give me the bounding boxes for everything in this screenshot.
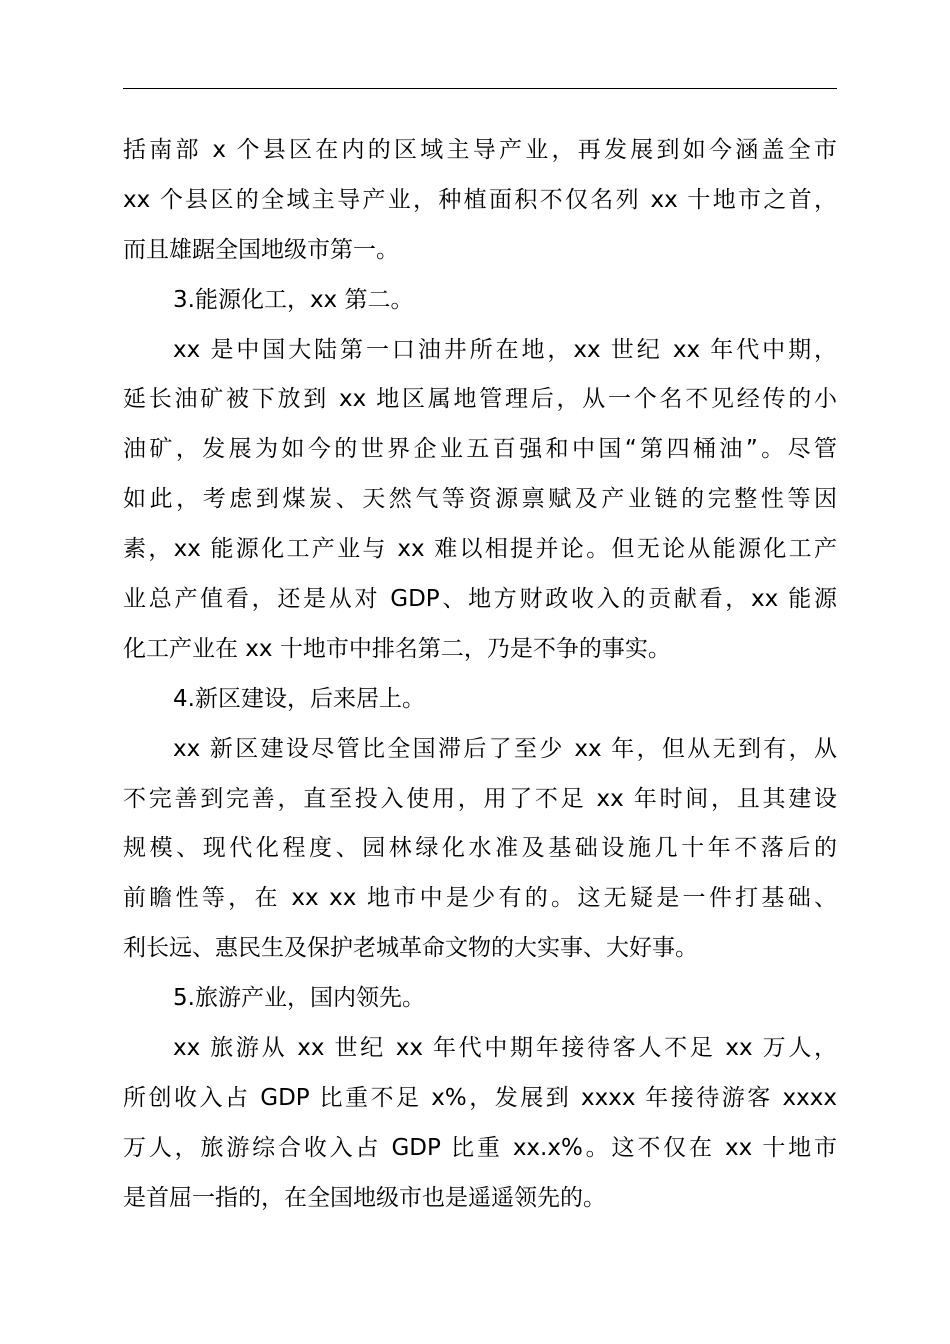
section-heading-energy: 3.能源化工，xx 第二。 <box>173 286 414 313</box>
header-rule <box>123 88 837 89</box>
text-line: 业总产值看，还是从对 GDP、地方财政收入的贡献看，xx 能源 <box>123 586 837 613</box>
text-line: 化工产业在 xx 十地市中排名第二，乃是不争的事实。 <box>123 635 671 662</box>
section-heading-tourism: 5.旅游产业，国内领先。 <box>173 985 425 1012</box>
text-line: 万人，旅游综合收入占 GDP 比重 xx.x%。这不仅在 xx 十地市 <box>123 1134 837 1161</box>
document-body <box>123 126 837 1224</box>
text-line: 括南部 x 个县区在内的区域主导产业，再发展到如今涵盖全市 <box>123 137 837 163</box>
text-line: 如此，考虑到煤炭、天然气等资源禀赋及产业链的完整性等因 <box>123 486 837 513</box>
text-line: 利长远、惠民生及保护老城革命文物的大实事、大好事。 <box>123 935 698 962</box>
text-line: 素，xx 能源化工产业与 xx 难以相提并论。但无论从能源化工产 <box>123 536 837 563</box>
text-line: 前瞻性等，在 xx xx 地市中是少有的。这无疑是一件打基础、 <box>123 885 837 912</box>
text-line: xx 是中国大陆第一口油井所在地，xx 世纪 xx 年代中期， <box>173 336 837 363</box>
text-line: 延长油矿被下放到 xx 地区属地管理后，从一个名不见经传的小 <box>123 386 837 413</box>
text-line: 油矿，发展为如今的世界企业五百强和中国“第四桶油”。尽管 <box>123 436 837 463</box>
text-line: 规模、现代化程度、园林绿化水准及基础设施几十年不落后的 <box>123 835 837 862</box>
text-line: xx 个县区的全域主导产业，种植面积不仅名列 xx 十地市之首， <box>123 186 837 213</box>
section-heading-new-district: 4.新区建设，后来居上。 <box>173 685 425 712</box>
text-line: xx 旅游从 xx 世纪 xx 年代中期年接待客人不足 xx 万人， <box>173 1035 837 1062</box>
text-line: 是首屈一指的，在全国地级市也是遥遥领先的。 <box>123 1184 606 1211</box>
text-line: 所创收入占 GDP 比重不足 x%，发展到 xxxx 年接待游客 xxxx <box>123 1084 837 1111</box>
text-line: 而且雄踞全国地级市第一。 <box>123 236 399 263</box>
text-line: 不完善到完善，直至投入使用，用了不足 xx 年时间，且其建设 <box>123 785 837 812</box>
text-line: xx 新区建设尽管比全国滞后了至少 xx 年，但从无到有，从 <box>173 735 837 762</box>
